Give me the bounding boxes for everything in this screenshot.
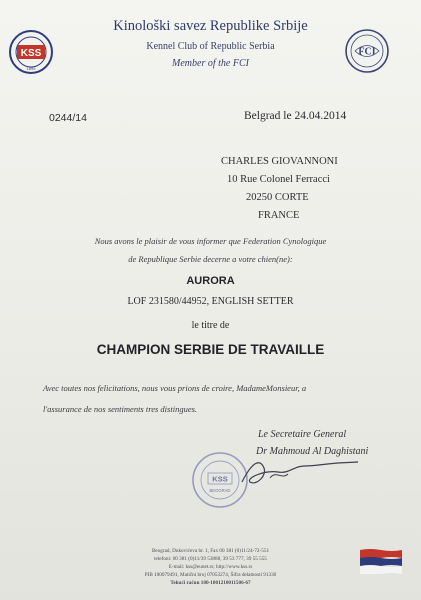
dog-name: AURORA — [186, 275, 235, 287]
intro-line-1: Nous avons le plaisir de vous informer que Federation Cynologique — [94, 236, 327, 246]
footer-account: Tekući račun 180-1001210011506-67 — [170, 580, 251, 586]
handwritten-signature — [234, 452, 364, 497]
signatory-name: Dr Mahmoud Al Daghistani — [256, 446, 369, 457]
document-number: 0244/14 — [49, 112, 87, 124]
recipient-name: CHARLES GIOVANNONI — [221, 156, 338, 167]
header-member-line: Member of the FCI — [172, 58, 249, 69]
signatory-role: Le Secretaire General — [258, 429, 347, 440]
header-title: Kinološki savez Republike Srbije — [113, 18, 308, 34]
kss-logo — [8, 29, 54, 80]
title-intro: le titre de — [191, 320, 230, 331]
recipient-city: 20250 CORTE — [246, 192, 309, 203]
intro-line-2: de Republique Serbie decerne a votre chien(ne): — [128, 254, 293, 264]
kss-logo-year: 1899 — [26, 66, 36, 71]
recipient-street: 10 Rue Colonel Ferracci — [227, 174, 330, 185]
serbian-flag-icon — [360, 548, 402, 579]
footer-phones: telefoni: 00 381 (0)11/39 53888, 39 53 777, 39 55 555 — [154, 556, 267, 562]
stamp-sub-label: BEOGRAD — [209, 488, 231, 493]
recipient-country: FRANCE — [258, 210, 300, 221]
closing-line-1: Avec toutes nos felicitations, nous vous prions de croire, MadameMonsieur, a — [43, 383, 307, 393]
stamp-label: KSS — [212, 474, 228, 484]
header-subtitle: Kennel Club of Republic Serbia — [146, 41, 275, 52]
footer-email: E-mail: kss@eunet.rs; http://www.kss.rs — [168, 564, 253, 570]
fci-logo-label: FCI — [358, 46, 376, 58]
footer-registry: PIB 100079491, Matični broj 07053274, Šifra delatnosti 91330 — [144, 572, 277, 578]
footer-address: Beograd, Dukovićeva br. 1, Fax 00 381 (0)11/24-72-551 — [151, 548, 270, 554]
kss-logo-label: KSS — [20, 48, 42, 59]
dog-registration: LOF 231580/44952, ENGLISH SETTER — [127, 296, 294, 307]
closing-line-2: l'assurance de nos sentiments tres distingues. — [43, 404, 198, 414]
fci-logo — [344, 28, 390, 79]
document-place-date: Belgrad le 24.04.2014 — [244, 110, 347, 122]
awarded-title: CHAMPION SERBIE DE TRAVAILLE — [96, 342, 325, 357]
